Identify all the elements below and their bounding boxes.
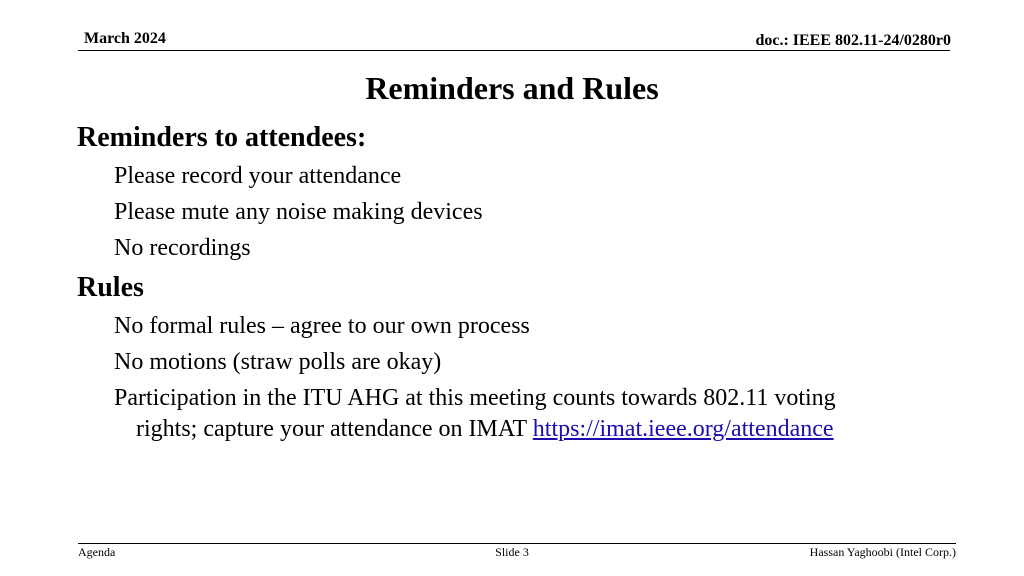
list-item-continuation	[136, 416, 834, 443]
header-divider	[78, 50, 950, 51]
footer-left: Agenda	[78, 545, 116, 559]
list-item: No motions (straw polls are okay)	[114, 349, 442, 375]
list-item: Please mute any noise making devices	[114, 199, 483, 225]
imat-attendance-link[interactable]: https://imat.ieee.org/attendance	[532, 416, 834, 442]
list-item: Please record your attendance	[114, 163, 402, 189]
header-date: March 2024	[84, 30, 166, 47]
footer-author: Hassan Yaghoobi (Intel Corp.)	[809, 545, 956, 559]
footer-divider	[78, 543, 956, 544]
section-heading-reminders: Reminders to attendees:	[77, 122, 367, 153]
list-item: No formal rules – agree to our own process	[114, 313, 530, 339]
list-item: Participation in the ITU AHG at this meeting counts towards 802.11 voting	[114, 385, 836, 411]
section-heading-rules: Rules	[77, 272, 144, 303]
slide-title: Reminders and Rules	[365, 70, 659, 106]
list-item: No recordings	[114, 235, 251, 261]
footer-slide-number: Slide 3	[495, 545, 529, 559]
continuation-text: rights; capture your attendance on IMAT	[136, 416, 533, 442]
header-doc-id: doc.: IEEE 802.11-24/0280r0	[755, 32, 951, 49]
